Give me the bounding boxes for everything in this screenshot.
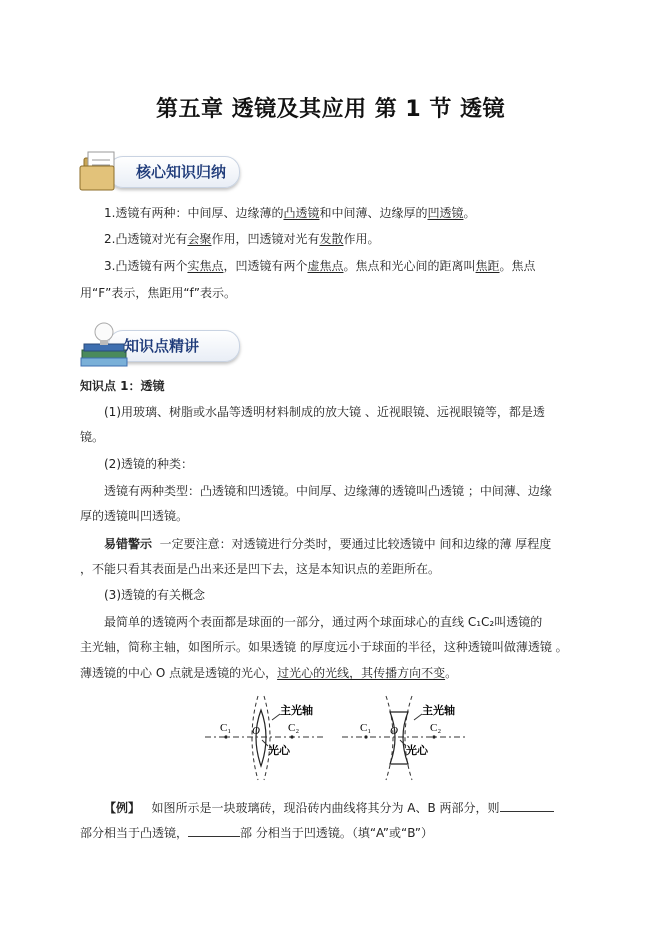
c2-point: [290, 735, 293, 738]
para-3b: 厚的透镜叫凹透镜。: [80, 509, 189, 523]
para-4b: ，不能只看其表面是凸出来还是凹下去，这是本知识点的差距所在。: [80, 562, 441, 576]
example-tag: 【例】: [104, 801, 141, 815]
core-knowledge-banner: [78, 148, 243, 192]
optical-center-label: 光心: [406, 744, 428, 757]
para-4a: 易错警示 一定要注意：对透镜进行分类时，要通过比较透镜中 间和边缘的薄 厚程度: [104, 537, 552, 551]
knowledge-explain-banner: [78, 322, 243, 366]
example-line-2: 部分相当于凸透镜， 部 分相当于凹透镜。（填“A”或“B”）: [80, 826, 434, 840]
para-6b: 主光轴，简称主轴，如图所示。如果透镜 的厚度远小于球面的半径，这种透镜叫做薄透镜 。: [80, 640, 568, 654]
core-knowledge-banner-text: 核心知识归纳: [136, 163, 227, 181]
principal-axis-label: 主光轴: [422, 704, 455, 717]
principal-axis-label: 主光轴: [280, 704, 313, 717]
answer-blank-2[interactable]: [188, 824, 240, 837]
core-line-1: 1.透镜有两种：中间厚、边缘薄的凸透镜和中间薄、边缘厚的凹透镜。: [104, 206, 476, 220]
c1-point: [224, 735, 227, 738]
convex-lens-shape: [256, 710, 266, 766]
c2-point: [432, 735, 435, 738]
para-2: (2)透镜的种类：: [104, 457, 193, 471]
para-5: (3)透镜的有关概念: [104, 588, 205, 602]
answer-blank-1[interactable]: [500, 799, 554, 812]
example-line-1: 【例】 如图所示是一块玻璃砖，现沿砖内曲线将其分为 A、B 两部分，则: [104, 797, 594, 819]
core-line-2: 2.凸透镜对光有会聚作用，凹透镜对光有发散作用。: [104, 232, 380, 246]
knowledge-point-heading: 知识点 1：透镜: [80, 379, 165, 393]
para-6a: 最简单的透镜两个表面都是球面的一部分，通过两个球面球心的直线 C₁C₂叫透镜的: [104, 615, 543, 629]
para-1a: (1)用玻璃、树脂或水晶等透明材料制成的放大镜 、近视眼镜、远视眼镜等，都是透: [104, 405, 545, 419]
para-3a: 透镜有两种类型：凸透镜和凹透镜。中间厚、边缘薄的透镜叫凸透镜 ；中间薄、边缘: [104, 484, 552, 498]
folder-icon: [78, 148, 130, 194]
lens-sphere-arc: [405, 696, 412, 780]
o-label: O: [390, 725, 398, 737]
core-line-3: 3.凸透镜有两个实焦点，凹透镜有两个虚焦点。焦点和光心间的距离叫焦距。焦点: [104, 259, 536, 273]
para-7: 薄透镜的中心 O 点就是透镜的光心，过光心的光线，其传播方向不变。: [80, 666, 458, 680]
c1-label: C₁: [360, 722, 372, 734]
error-warning-label: 易错警示: [104, 537, 153, 551]
lens-diagram: [200, 688, 470, 788]
para-1b: 镜。: [80, 430, 105, 444]
c1-point: [364, 735, 367, 738]
c2-label: C₂: [288, 722, 300, 734]
knowledge-explain-banner-text: 知识点精讲: [124, 337, 200, 355]
convex-lens-figure: [205, 696, 325, 780]
concave-lens-figure: [342, 696, 465, 780]
optical-center-label: 光心: [268, 744, 290, 757]
c1-label: C₁: [220, 722, 232, 734]
page-title: 第五章 透镜及其应用 第 1 节 透镜: [155, 97, 506, 122]
c2-label: C₂: [430, 722, 442, 734]
core-line-4: 用“F”表示，焦距用“f”表示。: [80, 286, 236, 300]
lens-sphere-arc: [264, 696, 270, 780]
o-label: O: [252, 725, 260, 737]
lens-sphere-arc: [252, 696, 258, 780]
lens-sphere-arc: [386, 696, 393, 780]
